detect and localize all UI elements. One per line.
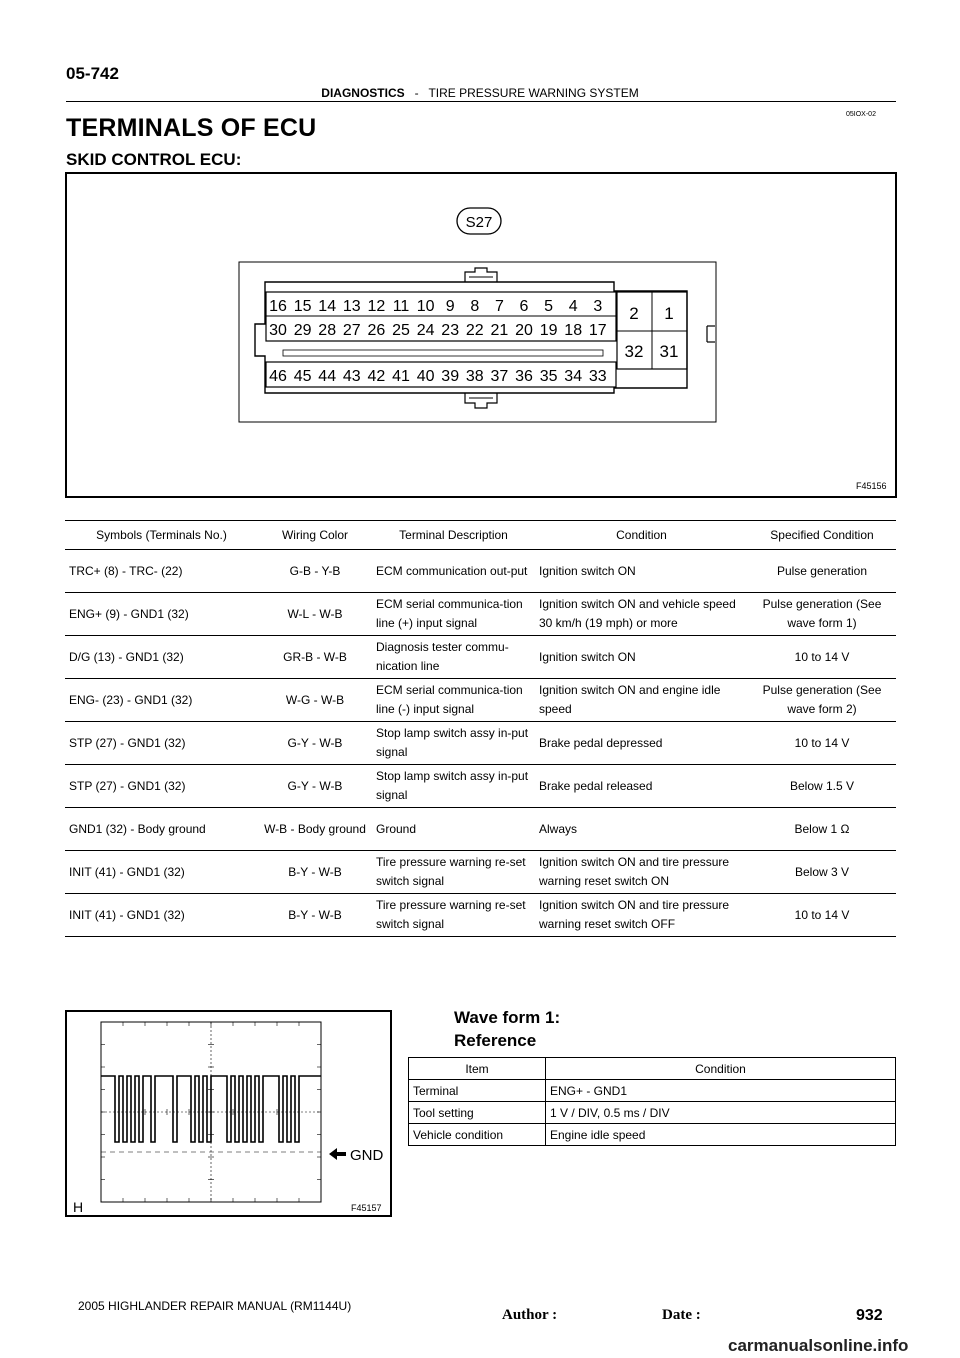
pin-number: 43 (342, 368, 361, 385)
cell-cond: Brake pedal released (535, 765, 748, 808)
table-row (65, 679, 896, 722)
pin-number: 21 (490, 322, 509, 339)
pin-number: 18 (564, 322, 583, 339)
header-separator: - (414, 86, 419, 100)
table-row (409, 1124, 896, 1146)
column-header: Symbols (Terminals No.) (65, 521, 258, 550)
table-row (65, 636, 896, 679)
cell-spec: Below 1.5 V (748, 765, 896, 808)
pin-number: 15 (293, 298, 312, 315)
cell-cond: Ignition switch ON (535, 550, 748, 593)
cell-symbol: STP (27) - GND1 (32) (65, 722, 258, 765)
cell-spec: 10 to 14 V (748, 636, 896, 679)
cell-spec: 10 to 14 V (748, 894, 896, 937)
pin-number: 6 (519, 298, 529, 315)
pin-number: 28 (318, 322, 337, 339)
cell-symbol: D/G (13) - GND1 (32) (65, 636, 258, 679)
cell-symbol: TRC+ (8) - TRC- (22) (65, 550, 258, 593)
running-header (0, 86, 960, 100)
cell-color: G-B - Y-B (258, 550, 372, 593)
page-number: 05-742 (66, 64, 119, 83)
cell-desc: Stop lamp switch assy in-put signal (372, 722, 535, 765)
item-cell: Terminal (409, 1080, 546, 1102)
cell-cond: Ignition switch ON (535, 636, 748, 679)
cell-color: G-Y - W-B (258, 722, 372, 765)
cell-spec: 10 to 14 V (748, 722, 896, 765)
pin-number: 42 (367, 368, 386, 385)
condition-cell: 1 V / DIV, 0.5 ms / DIV (546, 1102, 896, 1124)
pin-number: 26 (367, 322, 386, 339)
pin-number: 7 (494, 298, 504, 315)
table-row (409, 1102, 896, 1124)
cell-symbol: INIT (41) - GND1 (32) (65, 851, 258, 894)
pin-number: 23 (441, 322, 460, 339)
column-header: Terminal Description (372, 521, 535, 550)
cell-spec: Below 3 V (748, 851, 896, 894)
cell-desc: ECM communication out-put (372, 550, 535, 593)
column-header: Condition (535, 521, 748, 550)
cell-spec: Below 1 Ω (748, 808, 896, 851)
pin-number: 5 (544, 298, 554, 315)
pin-number: 22 (465, 322, 484, 339)
cell-color: W-B - Body ground (258, 808, 372, 851)
pin-number: 29 (293, 322, 312, 339)
table-row (65, 808, 896, 851)
cell-spec: Pulse generation (748, 550, 896, 593)
item-cell: Vehicle condition (409, 1124, 546, 1146)
item-cell: Tool setting (409, 1102, 546, 1124)
pin-number: 10 (416, 298, 435, 315)
pin-number: 27 (342, 322, 361, 339)
pin-number: 13 (342, 298, 361, 315)
table-row (65, 593, 896, 636)
figure-label: F45156 (856, 481, 887, 491)
pin-number: 24 (416, 322, 435, 339)
pin-number: 16 (269, 298, 287, 315)
pin-number: 14 (318, 298, 337, 315)
pin-number: 25 (392, 322, 410, 339)
waveform-title: Wave form 1: (454, 1008, 561, 1027)
condition-cell: Engine idle speed (546, 1124, 896, 1146)
table-row (65, 722, 896, 765)
pin-number: 3 (593, 298, 603, 315)
footer-author: Author : (502, 1307, 558, 1323)
table-row (409, 1080, 896, 1102)
cell-cond: Ignition switch ON and tire pressure warning reset switch OFF (535, 894, 748, 937)
cell-symbol: ENG+ (9) - GND1 (32) (65, 593, 258, 636)
pin-number: 33 (588, 368, 607, 385)
pin-number: 2 (629, 304, 639, 323)
table-row (65, 851, 896, 894)
cell-cond: Ignition switch ON and vehicle speed 30 km/h (19 mph) or more (535, 593, 748, 636)
cell-symbol: STP (27) - GND1 (32) (65, 765, 258, 808)
connector-name: S27 (465, 214, 493, 231)
gnd-label: GND (350, 1147, 384, 1164)
footer-date: Date : (662, 1307, 701, 1323)
pin-number: 19 (539, 322, 558, 339)
cell-desc: Stop lamp switch assy in-put signal (372, 765, 535, 808)
cell-desc: Diagnosis tester commu-nication line (372, 636, 535, 679)
cell-cond: Always (535, 808, 748, 851)
h-label: H (73, 1199, 84, 1215)
cell-color: B-Y - W-B (258, 851, 372, 894)
connector-drawing (67, 174, 895, 496)
pin-number: 17 (588, 322, 607, 339)
pin-number: 45 (293, 368, 312, 385)
cell-desc: ECM serial communica-tion line (+) input signal (372, 593, 535, 636)
column-header: Specified Condition (748, 521, 896, 550)
gnd-arrow-icon (329, 1148, 346, 1160)
pin-number: 32 (624, 342, 644, 361)
cell-color: W-G - W-B (258, 679, 372, 722)
cell-desc: Tire pressure warning re-set switch signal (372, 851, 535, 894)
cell-spec: Pulse generation (See wave form 2) (748, 679, 896, 722)
cell-cond: Ignition switch ON and engine idle speed (535, 679, 748, 722)
header-chapter: TIRE PRESSURE WARNING SYSTEM (428, 86, 639, 100)
pin-number: 11 (392, 298, 410, 315)
pin-number: 38 (465, 368, 484, 385)
table-header-row (65, 521, 896, 550)
pin-number: 9 (445, 298, 455, 315)
table-row (65, 550, 896, 593)
page-title: TERMINALS OF ECU (66, 114, 317, 142)
pin-number: 36 (515, 368, 533, 385)
watermark: carmanualsonline.info (728, 1336, 909, 1355)
column-header: Condition (546, 1058, 896, 1080)
waveform-trace (101, 1076, 321, 1142)
header-rule (66, 101, 896, 102)
cell-symbol: ENG- (23) - GND1 (32) (65, 679, 258, 722)
pin-number: 30 (269, 322, 287, 339)
cell-cond: Brake pedal depressed (535, 722, 748, 765)
doc-code: 05IOX-02 (846, 111, 876, 118)
pin-number: 34 (564, 368, 583, 385)
column-header: Wiring Color (258, 521, 372, 550)
pin-number: 41 (392, 368, 410, 385)
condition-cell: ENG+ - GND1 (546, 1080, 896, 1102)
cell-desc: Tire pressure warning re-set switch signal (372, 894, 535, 937)
pin-number: 1 (664, 304, 674, 323)
pin-number: 40 (416, 368, 435, 385)
cell-desc: ECM serial communica-tion line (-) input signal (372, 679, 535, 722)
cell-color: GR-B - W-B (258, 636, 372, 679)
pin-number: 39 (441, 368, 460, 385)
waveform-figure (65, 1010, 392, 1217)
pin-number: 44 (318, 368, 337, 385)
footer-page-number: 932 (856, 1307, 883, 1324)
pin-number: 20 (515, 322, 533, 339)
pin-number: 37 (490, 368, 509, 385)
connector-diagram (65, 172, 897, 498)
cell-symbol: GND1 (32) - Body ground (65, 808, 258, 851)
header-section: DIAGNOSTICS (321, 86, 405, 100)
waveform-subtitle: Reference (454, 1031, 537, 1050)
section-subtitle: SKID CONTROL ECU: (66, 150, 242, 169)
pin-number: 4 (568, 298, 578, 315)
table-row (65, 765, 896, 808)
cell-color: B-Y - W-B (258, 894, 372, 937)
cell-color: W-L - W-B (258, 593, 372, 636)
cell-cond: Ignition switch ON and tire pressure warning reset switch ON (535, 851, 748, 894)
cell-color: G-Y - W-B (258, 765, 372, 808)
waveform-reference-table (408, 1057, 896, 1146)
pin-number: 12 (367, 298, 386, 315)
oscilloscope-trace (67, 1012, 390, 1215)
pin-number: 46 (269, 368, 287, 385)
pin-number: 31 (659, 342, 679, 361)
cell-desc: Ground (372, 808, 535, 851)
table-row (65, 894, 896, 937)
column-header: Item (409, 1058, 546, 1080)
pin-number: 8 (470, 298, 480, 315)
table-header-row (409, 1058, 896, 1080)
footer-manual-title: 2005 HIGHLANDER REPAIR MANUAL (RM1144U) (78, 1299, 352, 1313)
terminal-spec-table (65, 520, 896, 937)
figure-label: F45157 (351, 1203, 382, 1213)
cell-spec: Pulse generation (See wave form 1) (748, 593, 896, 636)
cell-symbol: INIT (41) - GND1 (32) (65, 894, 258, 937)
pin-number: 35 (539, 368, 558, 385)
